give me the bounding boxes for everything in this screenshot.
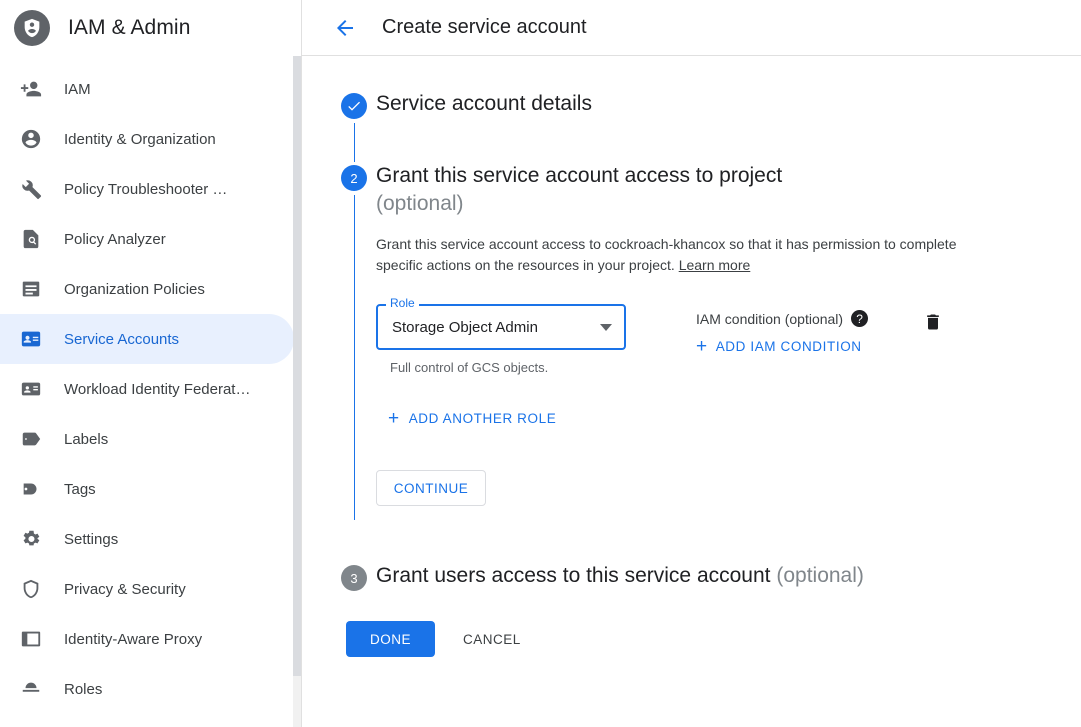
step-3-marker — [332, 562, 376, 591]
sidebar-item-label: Labels — [64, 430, 109, 448]
sidebar — [0, 0, 302, 727]
continue-button[interactable]: CONTINUE — [376, 470, 486, 506]
main-header — [302, 0, 1081, 56]
step-3-optional-label: (optional) — [776, 564, 864, 587]
document-search-icon — [20, 228, 42, 250]
role-helper-text: Full control of GCS objects. — [390, 360, 549, 375]
page-title: Create service account — [382, 16, 587, 38]
step-2-optional-label: (optional) — [376, 192, 464, 215]
role-row — [376, 296, 1081, 375]
role-select[interactable] — [376, 304, 626, 350]
add-another-role-button[interactable] — [388, 409, 556, 428]
wizard-step-3 — [332, 562, 1081, 591]
sidebar-nav — [0, 56, 301, 714]
sidebar-item-label: Privacy & Security — [64, 580, 186, 598]
list-icon — [20, 278, 42, 300]
sidebar-item-label: Service Accounts — [64, 330, 180, 348]
step-2-title — [376, 162, 1081, 218]
sidebar-item-labels[interactable] — [0, 414, 294, 464]
sidebar-item-label: IAM — [64, 80, 91, 98]
add-iam-condition-label: ADD IAM CONDITION — [715, 339, 862, 354]
sidebar-scrollbar[interactable] — [293, 56, 301, 727]
sidebar-item-settings[interactable] — [0, 514, 294, 564]
delete-role-button[interactable] — [923, 304, 943, 337]
wizard-step-2 — [332, 162, 1081, 520]
sidebar-item-identity-aware-proxy[interactable] — [0, 614, 294, 664]
sidebar-item-workload-identity-federation[interactable] — [0, 364, 294, 414]
account-circle-icon — [20, 128, 42, 150]
step-2-description-text: Grant this service account access to cockroach-khancox so that it has permission to complete specific actions on the resources in your project. — [376, 236, 957, 273]
product-title: IAM & Admin — [68, 16, 191, 39]
step-2-body — [376, 162, 1081, 520]
sidebar-item-policy-analyzer[interactable] — [0, 214, 294, 264]
gear-icon — [20, 528, 42, 550]
plus-icon: + — [696, 336, 708, 357]
step-2-connector — [354, 195, 355, 520]
chevron-down-icon — [600, 324, 612, 331]
done-button[interactable]: DONE — [346, 621, 435, 657]
step-2-description — [376, 234, 976, 276]
sidebar-item-label: Settings — [64, 530, 119, 548]
role-label: Role — [386, 296, 419, 310]
role-selected-value: Storage Object Admin — [392, 318, 538, 336]
shield-person-icon — [14, 10, 50, 46]
sidebar-item-policy-troubleshooter[interactable] — [0, 164, 294, 214]
label-icon — [20, 428, 42, 450]
trash-icon — [923, 312, 943, 332]
plus-icon: + — [388, 408, 400, 429]
footer-actions — [332, 621, 1081, 657]
id-card-icon — [20, 378, 42, 400]
step-1-status-icon — [341, 93, 367, 119]
wrench-icon — [20, 178, 42, 200]
iam-condition-block — [696, 304, 868, 356]
sidebar-item-label: Workload Identity Federat… — [64, 380, 251, 398]
sidebar-item-label: Identity & Organization — [64, 130, 216, 148]
add-iam-condition-button[interactable] — [696, 337, 868, 356]
help-icon[interactable]: ? — [851, 310, 868, 327]
tag-icon — [20, 478, 42, 500]
learn-more-link[interactable]: Learn more — [678, 257, 751, 273]
step-1-connector — [354, 123, 355, 162]
sidebar-item-iam[interactable] — [0, 64, 294, 114]
sidebar-item-label: Policy Analyzer — [64, 230, 166, 248]
step-1-body — [376, 90, 1081, 162]
sidebar-item-label: Organization Policies — [64, 280, 205, 298]
step-2-title-text: Grant this service account access to project — [376, 164, 783, 187]
wizard-content — [302, 56, 1081, 657]
iam-condition-label-row — [696, 310, 868, 327]
sidebar-item-label: Policy Troubleshooter … — [64, 180, 228, 198]
sidebar-item-tags[interactable] — [0, 464, 294, 514]
step-3-number: 3 — [341, 565, 367, 591]
person-add-icon — [20, 78, 42, 100]
roles-icon — [20, 678, 42, 700]
sidebar-item-organization-policies[interactable] — [0, 264, 294, 314]
sidebar-item-label: Tags — [64, 480, 96, 498]
sidebar-item-label: Identity-Aware Proxy — [64, 630, 203, 648]
sidebar-item-roles[interactable] — [0, 664, 294, 714]
sidebar-item-identity-organization[interactable] — [0, 114, 294, 164]
main-panel — [302, 0, 1081, 727]
cancel-button[interactable]: CANCEL — [447, 621, 537, 657]
sidebar-item-label: Roles — [64, 680, 103, 698]
step-3-body — [376, 562, 1081, 591]
sidebar-item-service-accounts[interactable] — [0, 314, 294, 364]
step-1-marker — [332, 90, 376, 162]
sidebar-scrollbar-thumb[interactable] — [293, 56, 301, 676]
proxy-icon — [20, 628, 42, 650]
iam-condition-label: IAM condition (optional) — [696, 310, 844, 327]
step-2-marker — [332, 162, 376, 520]
sidebar-item-privacy-security[interactable] — [0, 564, 294, 614]
sidebar-header — [0, 0, 301, 56]
role-select-wrapper — [376, 296, 626, 375]
service-account-icon — [20, 328, 42, 350]
step-3-title[interactable] — [376, 562, 1081, 590]
step-2-number: 2 — [341, 165, 367, 191]
arrow-back-icon[interactable] — [332, 15, 358, 41]
step-3-title-text: Grant users access to this service account — [376, 564, 771, 587]
step-1-title[interactable]: Service account details — [376, 92, 592, 115]
wizard-step-1 — [332, 90, 1081, 162]
add-another-role-label: ADD ANOTHER ROLE — [408, 411, 557, 426]
shield-icon — [20, 578, 42, 600]
